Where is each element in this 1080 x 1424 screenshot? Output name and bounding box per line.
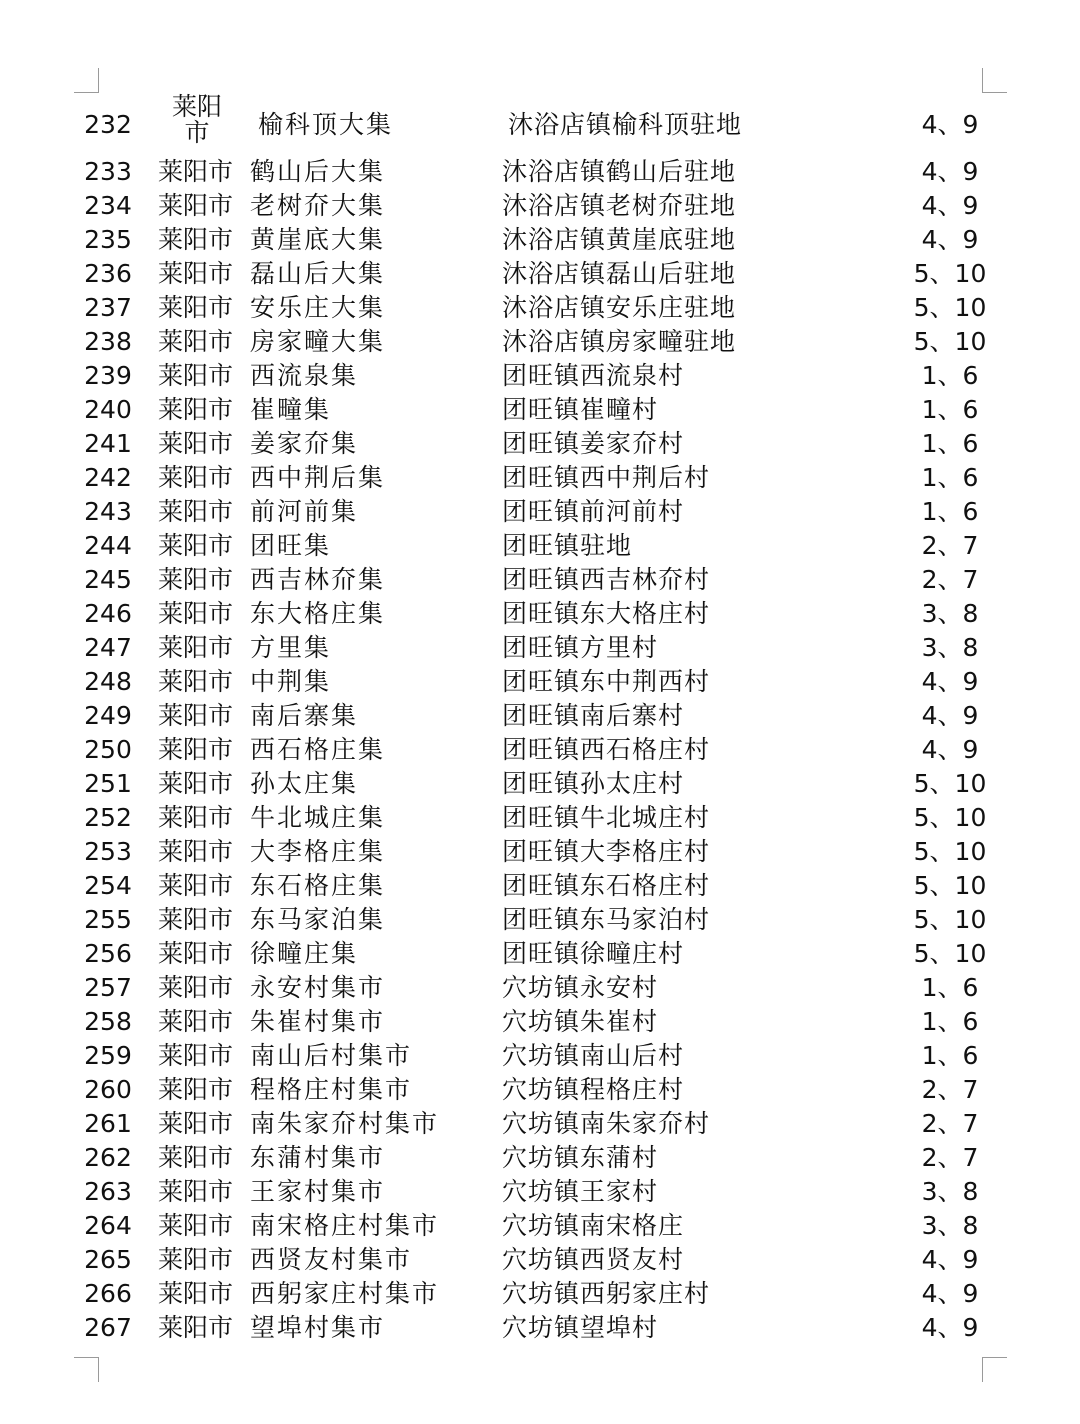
row-number: 247 bbox=[84, 633, 132, 662]
table-row bbox=[0, 1175, 1080, 1209]
table-row bbox=[0, 1209, 1080, 1243]
row-location: 团旺镇东大格庄村 bbox=[502, 599, 711, 628]
table-row bbox=[0, 1073, 1080, 1107]
row-city: 莱阳市 bbox=[158, 599, 234, 628]
row-market-days: 2、7 bbox=[921, 565, 979, 594]
table-row bbox=[0, 699, 1080, 733]
row-market-days: 1、6 bbox=[921, 429, 979, 458]
row-market-name: 大李格庄集 bbox=[250, 837, 386, 866]
row-market-name: 团旺集 bbox=[250, 531, 332, 560]
row-city: 莱阳市 bbox=[158, 735, 234, 764]
row-market-name: 中荆集 bbox=[250, 667, 332, 696]
row-market-days: 3、8 bbox=[921, 1177, 979, 1206]
row-number: 251 bbox=[84, 769, 132, 798]
row-location: 穴坊镇王家村 bbox=[502, 1177, 659, 1206]
row-city: 莱阳市 bbox=[158, 531, 234, 560]
row-number: 233 bbox=[84, 157, 132, 186]
row-location: 团旺镇驻地 bbox=[502, 531, 633, 560]
row-number: 238 bbox=[84, 327, 132, 356]
table-row bbox=[0, 937, 1080, 971]
table-row bbox=[0, 1277, 1080, 1311]
row-city: 莱阳市 bbox=[158, 973, 234, 1002]
row-market-name: 东马家泊集 bbox=[250, 905, 386, 934]
row-market-name: 房家疃大集 bbox=[250, 327, 386, 356]
row-market-name: 西石格庄集 bbox=[250, 735, 386, 764]
row-number: 232 bbox=[84, 110, 132, 139]
row-number: 260 bbox=[84, 1075, 132, 1104]
row-market-days: 4、9 bbox=[921, 191, 979, 220]
row-city: 莱阳市 bbox=[158, 463, 234, 492]
row-city: 莱阳市 bbox=[158, 701, 234, 730]
row-number: 262 bbox=[84, 1143, 132, 1172]
row-number: 240 bbox=[84, 395, 132, 424]
row-number: 259 bbox=[84, 1041, 132, 1070]
row-location: 团旺镇西石格庄村 bbox=[502, 735, 711, 764]
row-market-days: 1、6 bbox=[921, 973, 979, 1002]
table-row bbox=[0, 971, 1080, 1005]
row-location: 团旺镇南后寨村 bbox=[502, 701, 685, 730]
table-row bbox=[0, 1311, 1080, 1345]
table-row bbox=[0, 733, 1080, 767]
row-number: 256 bbox=[84, 939, 132, 968]
row-location: 穴坊镇朱崔村 bbox=[502, 1007, 659, 1036]
row-location: 穴坊镇南宋格庄 bbox=[502, 1211, 685, 1240]
row-location: 团旺镇方里村 bbox=[502, 633, 659, 662]
row-number: 253 bbox=[84, 837, 132, 866]
row-market-days: 4、9 bbox=[921, 225, 979, 254]
row-city: 莱阳市 bbox=[158, 157, 234, 186]
table-row bbox=[0, 495, 1080, 529]
row-location: 团旺镇东马家泊村 bbox=[502, 905, 711, 934]
row-city: 莱阳市 bbox=[158, 1211, 234, 1240]
row-number: 236 bbox=[84, 259, 132, 288]
row-market-days: 5、10 bbox=[913, 803, 987, 832]
row-location: 沐浴店镇安乐庄驻地 bbox=[502, 293, 737, 322]
row-city: 莱阳市 bbox=[158, 1313, 234, 1342]
row-market-days: 5、10 bbox=[913, 327, 987, 356]
row-market-days: 2、7 bbox=[921, 1075, 979, 1104]
row-city: 莱阳市 bbox=[158, 327, 234, 356]
row-market-name: 牛北城庄集 bbox=[250, 803, 386, 832]
row-market-name: 南朱家夼村集市 bbox=[250, 1109, 440, 1138]
row-city: 莱阳市 bbox=[171, 92, 222, 147]
row-city: 莱阳市 bbox=[158, 769, 234, 798]
table-row bbox=[0, 189, 1080, 223]
row-market-name: 东石格庄集 bbox=[250, 871, 386, 900]
row-market-days: 5、10 bbox=[913, 871, 987, 900]
corner-mark-bottom-right bbox=[982, 1357, 1007, 1382]
row-number: 257 bbox=[84, 973, 132, 1002]
row-city: 莱阳市 bbox=[158, 1177, 234, 1206]
table-row bbox=[0, 1039, 1080, 1073]
row-city: 莱阳市 bbox=[158, 395, 234, 424]
row-market-name: 崔疃集 bbox=[250, 395, 332, 424]
row-city: 莱阳市 bbox=[158, 1075, 234, 1104]
row-city: 莱阳市 bbox=[158, 191, 234, 220]
row-number: 254 bbox=[84, 871, 132, 900]
row-city: 莱阳市 bbox=[158, 293, 234, 322]
row-location: 团旺镇崔疃村 bbox=[502, 395, 659, 424]
row-number: 250 bbox=[84, 735, 132, 764]
row-market-name: 永安村集市 bbox=[250, 973, 386, 1002]
table-row bbox=[0, 903, 1080, 937]
row-market-name: 王家村集市 bbox=[250, 1177, 386, 1206]
row-market-name: 南后寨集 bbox=[250, 701, 359, 730]
row-market-days: 4、9 bbox=[921, 110, 979, 139]
row-location: 沐浴店镇老树夼驻地 bbox=[502, 191, 737, 220]
table-row bbox=[0, 835, 1080, 869]
row-market-name: 磊山后大集 bbox=[250, 259, 386, 288]
row-market-name: 黄崖底大集 bbox=[250, 225, 386, 254]
row-city: 莱阳市 bbox=[158, 259, 234, 288]
row-city: 莱阳市 bbox=[158, 1279, 234, 1308]
table-row bbox=[0, 291, 1080, 325]
row-location: 穴坊镇西贤友村 bbox=[502, 1245, 685, 1274]
corner-mark-top-left bbox=[74, 68, 99, 93]
row-market-days: 1、6 bbox=[921, 463, 979, 492]
row-city: 莱阳市 bbox=[158, 803, 234, 832]
row-market-name: 西躬家庄村集市 bbox=[250, 1279, 440, 1308]
row-market-days: 4、9 bbox=[921, 667, 979, 696]
row-market-name: 东大格庄集 bbox=[250, 599, 386, 628]
table-row bbox=[0, 1107, 1080, 1141]
row-location: 穴坊镇程格庄村 bbox=[502, 1075, 685, 1104]
table-row bbox=[0, 257, 1080, 291]
row-market-name: 西贤友村集市 bbox=[250, 1245, 413, 1274]
row-location: 团旺镇徐疃庄村 bbox=[502, 939, 685, 968]
row-city: 莱阳市 bbox=[158, 1143, 234, 1172]
row-location: 团旺镇大李格庄村 bbox=[502, 837, 711, 866]
row-number: 266 bbox=[84, 1279, 132, 1308]
row-location: 团旺镇西吉林夼村 bbox=[502, 565, 711, 594]
row-market-days: 2、7 bbox=[921, 1109, 979, 1138]
table-row bbox=[0, 563, 1080, 597]
row-market-days: 4、9 bbox=[921, 701, 979, 730]
row-city: 莱阳市 bbox=[158, 1041, 234, 1070]
row-city: 莱阳市 bbox=[158, 837, 234, 866]
row-market-days: 4、9 bbox=[921, 1279, 979, 1308]
row-market-name: 朱崔村集市 bbox=[250, 1007, 386, 1036]
row-market-days: 3、8 bbox=[921, 633, 979, 662]
row-city: 莱阳市 bbox=[158, 871, 234, 900]
row-location: 沐浴店镇磊山后驻地 bbox=[502, 259, 737, 288]
row-number: 267 bbox=[84, 1313, 132, 1342]
row-market-name: 程格庄村集市 bbox=[250, 1075, 413, 1104]
row-number: 242 bbox=[84, 463, 132, 492]
row-number: 263 bbox=[84, 1177, 132, 1206]
table-row bbox=[0, 529, 1080, 563]
row-market-days: 4、9 bbox=[921, 157, 979, 186]
table-row bbox=[0, 1141, 1080, 1175]
row-number: 258 bbox=[84, 1007, 132, 1036]
row-market-days: 4、9 bbox=[921, 1313, 979, 1342]
row-number: 249 bbox=[84, 701, 132, 730]
row-city: 莱阳市 bbox=[158, 497, 234, 526]
row-number: 243 bbox=[84, 497, 132, 526]
table-row bbox=[0, 92, 1080, 156]
table-row bbox=[0, 631, 1080, 665]
row-location: 团旺镇姜家夼村 bbox=[502, 429, 685, 458]
row-location: 沐浴店镇鹤山后驻地 bbox=[502, 157, 737, 186]
row-market-days: 5、10 bbox=[913, 905, 987, 934]
row-market-days: 3、8 bbox=[921, 1211, 979, 1240]
row-market-name: 徐疃庄集 bbox=[250, 939, 359, 968]
row-market-days: 1、6 bbox=[921, 395, 979, 424]
corner-mark-bottom-left bbox=[74, 1357, 99, 1382]
table-row bbox=[0, 393, 1080, 427]
row-market-name: 孙太庄集 bbox=[250, 769, 359, 798]
table-row bbox=[0, 597, 1080, 631]
row-city: 莱阳市 bbox=[158, 565, 234, 594]
row-market-days: 1、6 bbox=[921, 1041, 979, 1070]
row-market-days: 5、10 bbox=[913, 293, 987, 322]
row-number: 234 bbox=[84, 191, 132, 220]
row-number: 252 bbox=[84, 803, 132, 832]
table-row bbox=[0, 223, 1080, 257]
row-city: 莱阳市 bbox=[158, 1109, 234, 1138]
row-market-name: 南宋格庄村集市 bbox=[250, 1211, 440, 1240]
row-city: 莱阳市 bbox=[158, 1007, 234, 1036]
row-market-name: 鹤山后大集 bbox=[250, 157, 386, 186]
row-market-name: 西中荆后集 bbox=[250, 463, 386, 492]
row-market-days: 1、6 bbox=[921, 497, 979, 526]
row-market-name: 方里集 bbox=[250, 633, 332, 662]
row-location: 团旺镇孙太庄村 bbox=[502, 769, 685, 798]
table-row bbox=[0, 665, 1080, 699]
row-market-days: 5、10 bbox=[913, 769, 987, 798]
row-market-days: 1、6 bbox=[921, 1007, 979, 1036]
row-city: 莱阳市 bbox=[158, 633, 234, 662]
row-location: 穴坊镇永安村 bbox=[502, 973, 659, 1002]
row-number: 241 bbox=[84, 429, 132, 458]
row-city: 莱阳市 bbox=[158, 939, 234, 968]
row-market-days: 5、10 bbox=[913, 259, 987, 288]
row-number: 255 bbox=[84, 905, 132, 934]
row-market-name: 前河前集 bbox=[250, 497, 359, 526]
row-market-days: 1、6 bbox=[921, 361, 979, 390]
row-number: 245 bbox=[84, 565, 132, 594]
row-market-days: 4、9 bbox=[921, 1245, 979, 1274]
row-market-name: 榆科顶大集 bbox=[258, 110, 394, 139]
row-location: 沐浴店镇榆科顶驻地 bbox=[508, 110, 743, 139]
row-market-days: 4、9 bbox=[921, 735, 979, 764]
row-location: 穴坊镇南山后村 bbox=[502, 1041, 685, 1070]
row-market-name: 望埠村集市 bbox=[250, 1313, 386, 1342]
row-location: 穴坊镇西躬家庄村 bbox=[502, 1279, 711, 1308]
row-number: 246 bbox=[84, 599, 132, 628]
table-row bbox=[0, 801, 1080, 835]
row-market-name: 安乐庄大集 bbox=[250, 293, 386, 322]
row-market-name: 老树夼大集 bbox=[250, 191, 386, 220]
row-city: 莱阳市 bbox=[158, 667, 234, 696]
row-market-name: 西流泉集 bbox=[250, 361, 359, 390]
table-row bbox=[0, 1243, 1080, 1277]
table-row bbox=[0, 767, 1080, 801]
table-row bbox=[0, 155, 1080, 189]
row-market-name: 南山后村集市 bbox=[250, 1041, 413, 1070]
row-location: 团旺镇前河前村 bbox=[502, 497, 685, 526]
row-market-name: 西吉林夼集 bbox=[250, 565, 386, 594]
row-city: 莱阳市 bbox=[158, 905, 234, 934]
row-number: 248 bbox=[84, 667, 132, 696]
row-number: 235 bbox=[84, 225, 132, 254]
table-row bbox=[0, 325, 1080, 359]
row-location: 团旺镇牛北城庄村 bbox=[502, 803, 711, 832]
row-location: 沐浴店镇黄崖底驻地 bbox=[502, 225, 737, 254]
table-row bbox=[0, 427, 1080, 461]
row-market-days: 5、10 bbox=[913, 939, 987, 968]
row-number: 237 bbox=[84, 293, 132, 322]
row-number: 261 bbox=[84, 1109, 132, 1138]
row-market-days: 5、10 bbox=[913, 837, 987, 866]
corner-mark-top-right bbox=[982, 68, 1007, 93]
row-market-days: 2、7 bbox=[921, 531, 979, 560]
row-location: 团旺镇西中荆后村 bbox=[502, 463, 711, 492]
row-location: 团旺镇东中荆西村 bbox=[502, 667, 711, 696]
row-location: 穴坊镇望埠村 bbox=[502, 1313, 659, 1342]
table-row bbox=[0, 461, 1080, 495]
row-location: 团旺镇西流泉村 bbox=[502, 361, 685, 390]
row-city: 莱阳市 bbox=[158, 225, 234, 254]
row-location: 团旺镇东石格庄村 bbox=[502, 871, 711, 900]
row-city: 莱阳市 bbox=[158, 1245, 234, 1274]
row-number: 265 bbox=[84, 1245, 132, 1274]
row-market-name: 东蒲村集市 bbox=[250, 1143, 386, 1172]
row-city: 莱阳市 bbox=[158, 429, 234, 458]
table-row bbox=[0, 359, 1080, 393]
row-location: 穴坊镇东蒲村 bbox=[502, 1143, 659, 1172]
table-row bbox=[0, 1005, 1080, 1039]
table-row bbox=[0, 869, 1080, 903]
row-market-days: 2、7 bbox=[921, 1143, 979, 1172]
row-market-days: 3、8 bbox=[921, 599, 979, 628]
row-number: 264 bbox=[84, 1211, 132, 1240]
row-number: 244 bbox=[84, 531, 132, 560]
row-market-name: 姜家夼集 bbox=[250, 429, 359, 458]
row-number: 239 bbox=[84, 361, 132, 390]
row-location: 穴坊镇南朱家夼村 bbox=[502, 1109, 711, 1138]
row-location: 沐浴店镇房家疃驻地 bbox=[502, 327, 737, 356]
row-city: 莱阳市 bbox=[158, 361, 234, 390]
